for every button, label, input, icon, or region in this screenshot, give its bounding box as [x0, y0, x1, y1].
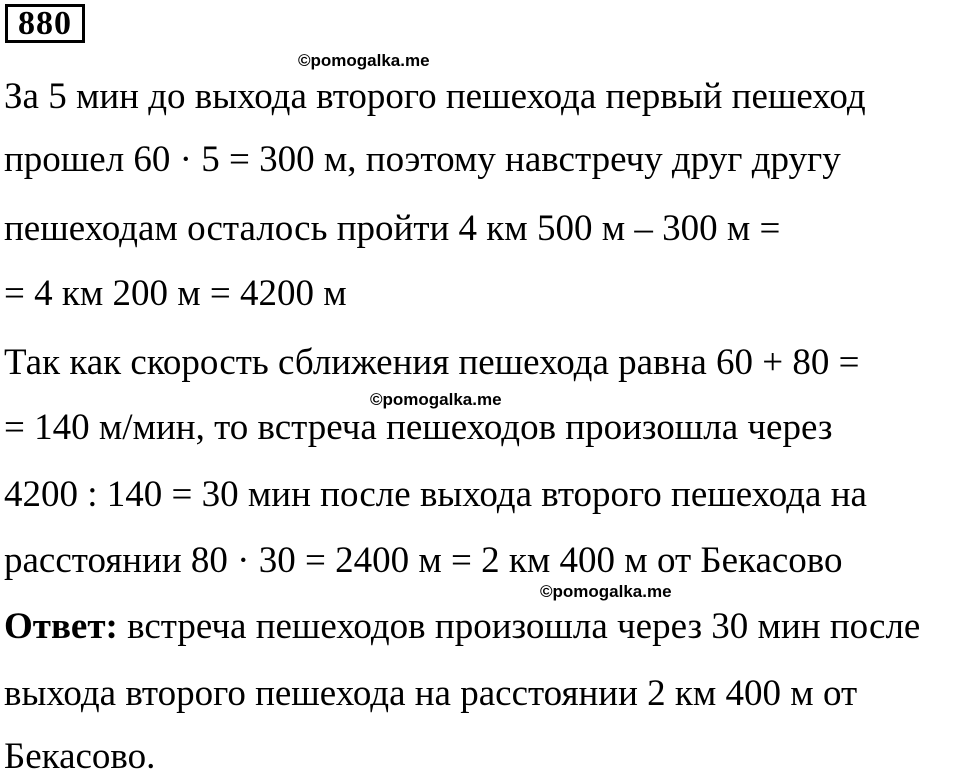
solution-line: Так как скорость сближения пешехода равна 60 + 80 =	[4, 342, 860, 383]
solution-line: = 4 км 200 м = 4200 м	[4, 273, 347, 314]
solution-line: = 140 м/мин, то встреча пешеходов произошла через	[4, 407, 833, 448]
watermark: ©pomogalka.me	[298, 51, 430, 70]
answer-label: Ответ:	[4, 606, 118, 647]
solution-line: расстоянии 80 · 30 = 2400 м = 2 км 400 м от Бекасово	[4, 540, 843, 581]
problem-number: 880	[5, 4, 85, 43]
watermark: ©pomogalka.me	[540, 582, 672, 601]
solution-line: За 5 мин до выхода второго пешехода первый пешеход	[4, 76, 866, 117]
answer-line: Бекасово.	[4, 736, 156, 777]
answer-text: встреча пешеходов произошла через 30 мин после	[117, 606, 921, 647]
answer-line	[4, 605, 920, 649]
answer-line: выхода второго пешехода на расстоянии 2 км 400 м от	[4, 673, 858, 714]
solution-line: пешеходам осталось пройти 4 км 500 м – 300 м =	[4, 208, 781, 249]
solution-line: прошел 60 · 5 = 300 м, поэтому навстречу друг другу	[4, 139, 841, 180]
solution-line: 4200 : 140 = 30 мин после выхода второго пешехода на	[4, 474, 867, 515]
watermark: ©pomogalka.me	[370, 390, 502, 409]
